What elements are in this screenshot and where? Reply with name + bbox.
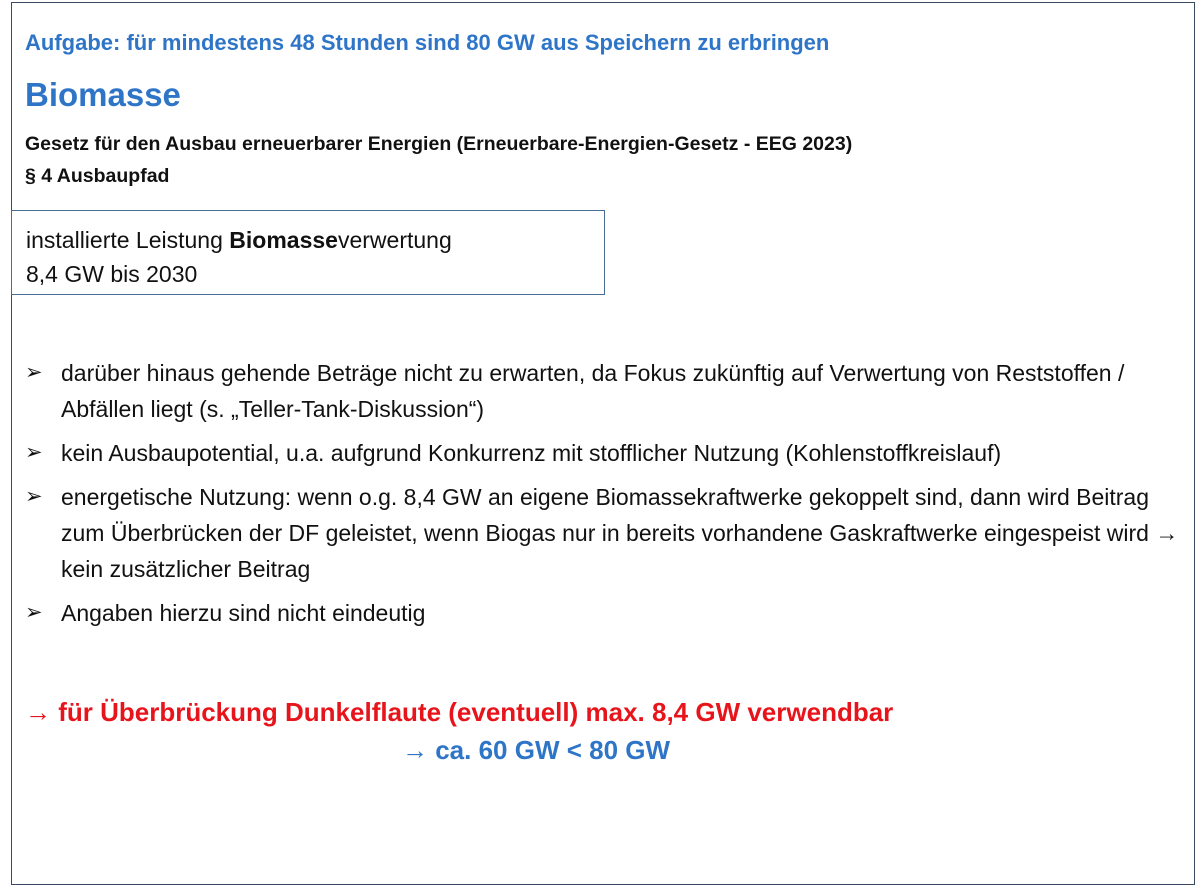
conclusion-blue: → ca. 60 GW < 80 GW	[402, 735, 671, 765]
law-reference: Gesetz für den Ausbau erneuerbarer Energien (Erneuerbare-Energien-Gesetz - EEG 2023)	[25, 133, 853, 155]
task-statement: Aufgabe: für mindestens 48 Stunden sind 80 GW aus Speichern zu erbringen	[25, 30, 830, 55]
arrow-bullet-icon: ➢	[25, 601, 43, 624]
bullet-item	[25, 355, 1190, 427]
capacity-label	[26, 223, 604, 257]
arrow-bullet-icon: ➢	[25, 441, 43, 464]
section-title: Biomasse	[25, 76, 181, 113]
bullet-text: kein Ausbaupotential, u.a. aufgrund Konkurrenz mit stofflicher Nutzung (Kohlenstoffkreislauf)	[61, 440, 1002, 466]
law-paragraph: § 4 Ausbaupfad	[25, 165, 170, 187]
capacity-label-bold: Biomasse	[229, 227, 338, 253]
bullet-text: darüber hinaus gehende Beträge nicht zu erwarten, da Fokus zukünftig auf Verwertung von Reststoffen / Abfällen liegt (s. „Teller-Tank-Diskussion“)	[61, 360, 1125, 422]
bullet-item	[25, 595, 1190, 631]
bullet-list	[25, 355, 1190, 639]
capacity-value: 8,4 GW bis 2030	[26, 261, 198, 287]
bullet-item	[25, 435, 1190, 471]
bullet-item	[25, 479, 1190, 587]
capacity-label-prefix: installierte Leistung	[26, 227, 230, 253]
capacity-info-box	[11, 210, 605, 295]
conclusion-red: → für Überbrückung Dunkelflaute (eventuell) max. 8,4 GW verwendbar	[25, 697, 894, 727]
arrow-bullet-icon: ➢	[25, 361, 43, 384]
arrow-bullet-icon: ➢	[25, 485, 43, 508]
bullet-text: Angaben hierzu sind nicht eindeutig	[61, 600, 426, 626]
bullet-text: energetische Nutzung: wenn o.g. 8,4 GW an eigene Biomassekraftwerke gekoppelt sind, dann wird Beitrag zum Überbrücken der DF geleistet, wenn Biogas nur in bereits vorhandene Gaskraftwerke eingespeist wird → kein zusätzlicher Beitrag	[61, 484, 1179, 582]
capacity-label-suffix: verwertung	[337, 227, 452, 253]
